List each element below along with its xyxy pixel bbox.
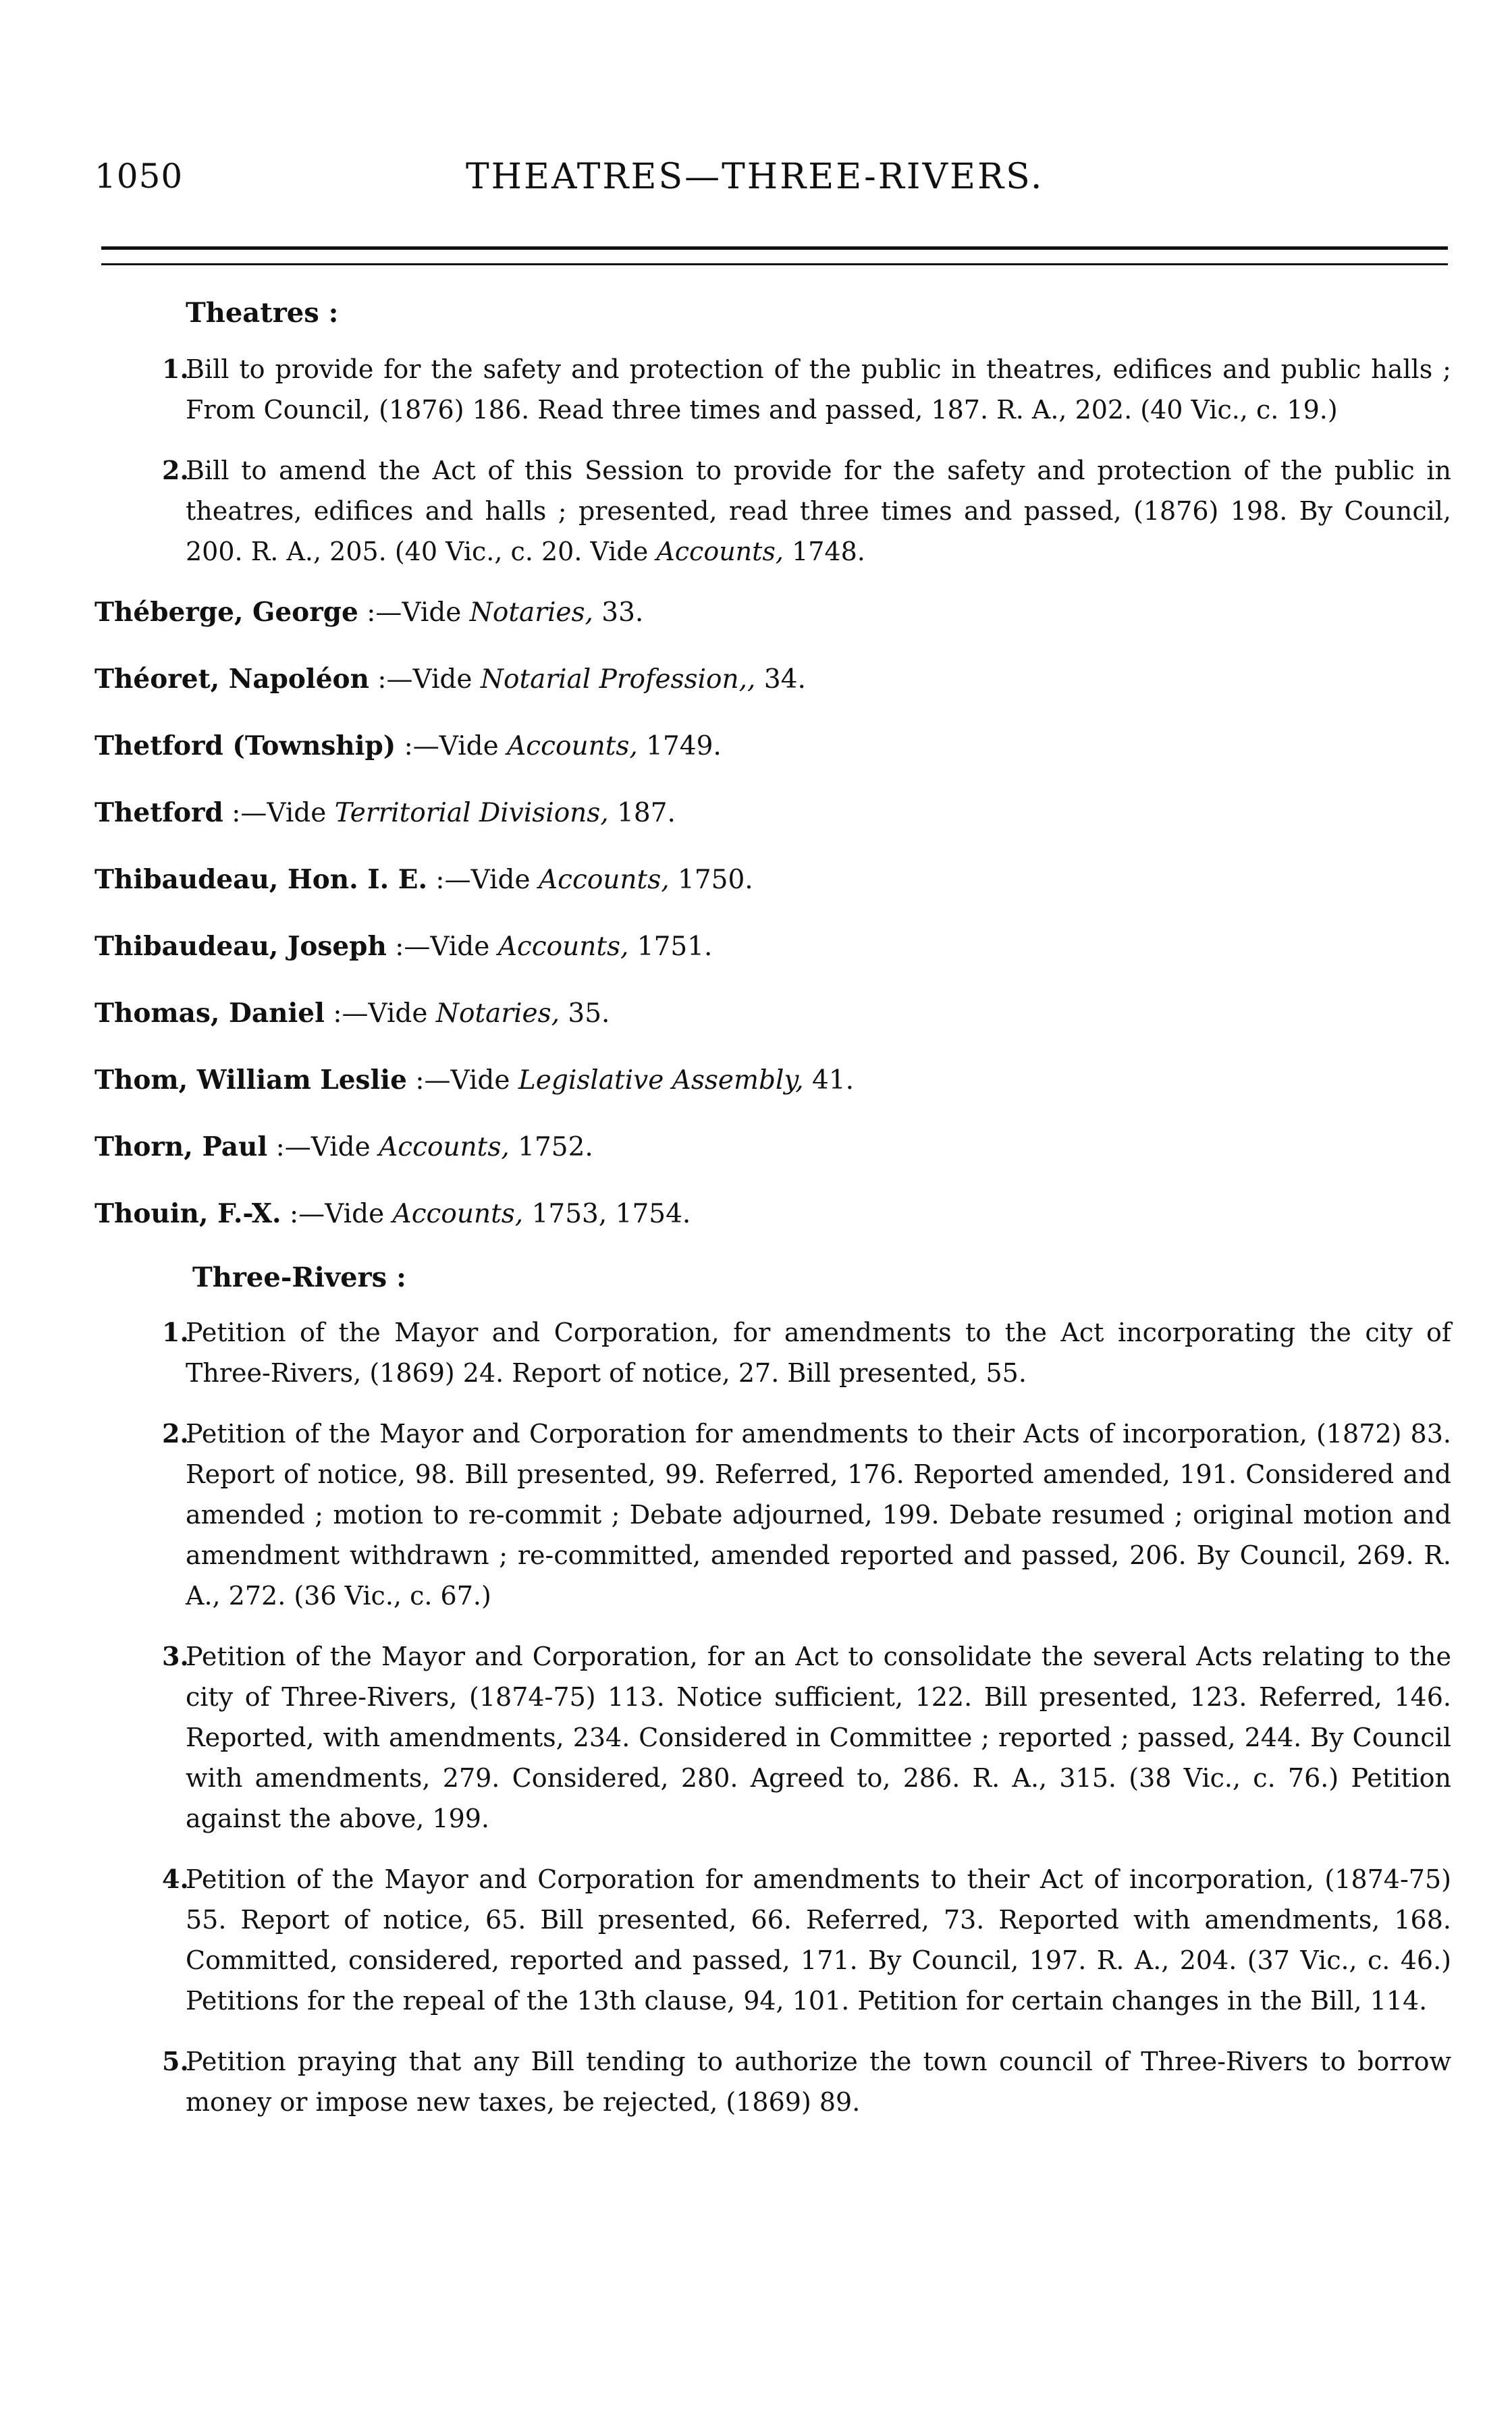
entry-page: 35. [560,998,610,1029]
entry-name: Thetford (Township) [94,730,396,761]
entry-sep: :—Vide [223,798,335,828]
index-entry [94,726,1451,767]
item-text: Petition of the Mayor and Corporation for amendments to their Acts of incorporation, (1872) 83. Report of notice, 98. Bill presented, 99. Referred, 176. Reported amended, 191. Considered and amended ; motion to re-commit ; Debate adjourned, 199. Debate resumed ; original motion and amendment withdrawn ; re-committed, amended reported and passed, 206. By Council, 269. R. A., 272. (36 Vic., c. 67.) [186,1419,1451,1611]
theatres-item-1 [94,349,1451,430]
entry-page: 187. [608,798,676,828]
header-rule-thin [101,263,1448,265]
entry-page: 1751. [628,932,713,962]
index-entry [94,659,1451,700]
item-text: Petition of the Mayor and Corporation, for an Act to consolidate the several Acts relating to the city of Three-Rivers, (1874-75) 113. Notice sufficient, 122. Bill presented, 123. Referred, 146. Reported, with amendments, 234. Considered in Committee ; reported ; passed, 244. By Council with amendments, 279. Considered, 280. Agreed to, 286. R. A., 315. (38 Vic., c. 76.) Petition against the above, 199. [186,1642,1451,1833]
index-entry [94,1060,1451,1101]
three-rivers-item-2 [94,1413,1451,1616]
index-entry [94,592,1451,633]
entry-reference: Accounts, [507,731,638,761]
theatres-item-2 [94,450,1451,572]
entry-sep: :—Vide [386,932,498,962]
entry-reference: Notarial Profession,, [480,664,756,695]
entry-sep: :—Vide [281,1199,393,1229]
entry-page: 41. [803,1065,855,1096]
entry-name: Thomas, Daniel [94,998,325,1029]
entry-page: 33. [593,597,644,628]
item-text: Petition of the Mayor and Corporation, for amendments to the Act incorporating the city of Three-Rivers, (1869) 24. Report of notice, 27. Bill presented, 55. [186,1318,1451,1388]
entry-reference: Territorial Divisions, [334,798,609,828]
three-rivers-item-1 [94,1312,1451,1393]
section-heading-theatres: Theatres : [186,297,339,329]
entry-name: Thorn, Paul [94,1131,268,1162]
three-rivers-item-3 [94,1636,1451,1839]
header-rule-thick [101,246,1448,250]
entry-reference: Notaries, [469,597,593,628]
entry-reference: Accounts, [392,1199,524,1229]
entry-page: 1752. [509,1132,593,1162]
item-reference: Accounts, [656,537,784,566]
index-entry [94,1193,1451,1235]
item-number: 2. [162,1418,189,1449]
entry-sep: :—Vide [324,998,436,1029]
entry-reference: Legislative Assembly, [518,1065,804,1096]
item-tail: 1748. [784,537,865,566]
index-content [94,297,1451,2143]
entry-name: Thibaudeau, Hon. I. E. [94,864,428,895]
page-number: 1050 [94,157,184,196]
entry-name: Thetford [94,797,223,828]
entry-sep: :—Vide [267,1132,379,1162]
section-heading-three-rivers: Three-Rivers : [192,1262,406,1293]
entry-page: 34. [755,664,806,695]
entry-name: Thouin, F.-X. [94,1198,281,1229]
item-text: Petition of the Mayor and Corporation for amendments to their Act of incorporation, (1874-75) 55. Report of notice, 65. Bill presented, 66. Referred, 73. Reported with amendments, 168. Committed, considered, reported and passed, 171. By Council, 197. R. A., 204. (37 Vic., c. 46.) Petitions for the repeal of the 13th clause, 94, 101. Petition for certain changes in the Bill, 114. [186,1864,1451,2016]
item-number: 5. [162,2046,189,2076]
index-entry [94,859,1451,900]
entry-sep: :—Vide [358,597,470,628]
entry-page: 1753, 1754. [523,1199,691,1229]
index-entry [94,993,1451,1034]
entry-reference: Notaries, [435,998,560,1029]
entry-reference: Accounts, [379,1132,510,1162]
item-number: 4. [162,1864,189,1894]
running-head-title: THEATRES—THREE-RIVERS. [466,157,1044,197]
three-rivers-item-5 [94,2041,1451,2122]
index-entry [94,792,1451,834]
entry-sep: :—Vide [369,664,481,695]
entry-name: Thibaudeau, Joseph [94,931,387,962]
item-text: Bill to amend the Act of this Session to provide for the safety and protection of the public in theatres, edifices and halls ; presented, read three times and passed, (1876) 198. By Council, 200. R. A., 205. (40 Vic., c. 20. Vide [186,456,1451,566]
item-text: Petition praying that any Bill tending to authorize the town council of Three-Rivers to borrow money or impose new taxes, be rejected, (1869) 89. [186,2047,1451,2117]
item-number: 1. [162,354,189,384]
entry-reference: Accounts, [497,932,629,962]
entry-page: 1750. [669,865,753,895]
item-number: 1. [162,1317,189,1347]
three-rivers-item-4 [94,1859,1451,2021]
item-number: 3. [162,1641,189,1671]
index-entry [94,1127,1451,1168]
entry-sep: :—Vide [396,731,508,761]
item-number: 2. [162,455,189,485]
entry-reference: Accounts, [538,865,670,895]
item-text: Bill to provide for the safety and protection of the public in theatres, edifices and public halls ; From Council, (1876) 186. Read three times and passed, 187. R. A., 202. (40 Vic., c. 19.) [186,354,1451,425]
entry-name: Théberge, George [94,597,358,628]
entry-name: Théoret, Napoléon [94,664,369,695]
entry-sep: :—Vide [406,1065,518,1096]
entry-name: Thom, William Leslie [94,1065,407,1096]
entry-page: 1749. [637,731,722,761]
entry-sep: :—Vide [427,865,539,895]
index-entry [94,926,1451,967]
